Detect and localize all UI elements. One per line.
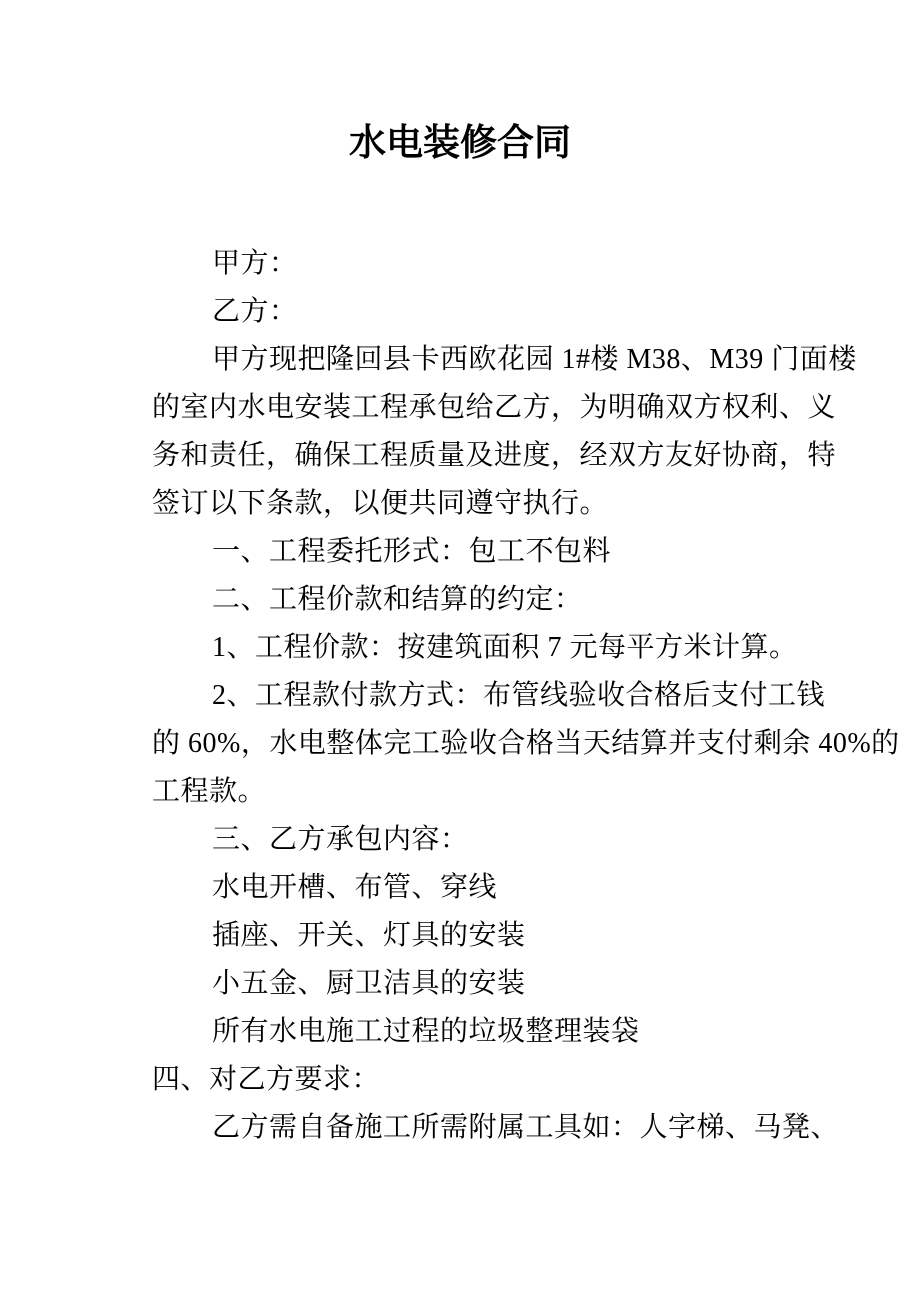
document-body xyxy=(152,240,900,1152)
text-line: 甲方现把隆回县卡西欧花园 1#楼 M38、M39 门面楼 xyxy=(212,344,857,375)
text-line: 的室内水电安装工程承包给乙方，为明确双方权利、义 xyxy=(152,392,837,423)
text-line: 工程款。 xyxy=(152,776,267,807)
text-line: 乙方需自备施工所需附属工具如：人字梯、马凳、 xyxy=(212,1112,840,1143)
text-line: 小五金、厨卫洁具的安装 xyxy=(212,968,526,999)
text-line: 三、乙方承包内容： xyxy=(212,824,469,855)
text-line: 一、工程委托形式：包工不包料 xyxy=(212,536,612,567)
text-line: 签订以下条款，以便共同遵守执行。 xyxy=(152,488,609,519)
document-title: 水电装修合同 xyxy=(349,123,571,164)
text-line: 插座、开关、灯具的安装 xyxy=(212,920,526,951)
text-line: 2、工程款付款方式：布管线验收合格后支付工钱 xyxy=(212,680,826,711)
text-line: 的 60%，水电整体完工验收合格当天结算并支付剩余 40%的 xyxy=(152,728,900,759)
text-line: 二、工程价款和结算的约定： xyxy=(212,584,583,615)
text-line: 务和责任，确保工程质量及进度，经双方友好协商，特 xyxy=(152,440,837,471)
text-line: 甲方： xyxy=(212,248,298,279)
text-line: 乙方： xyxy=(212,296,298,327)
text-line: 水电开槽、布管、穿线 xyxy=(212,872,498,903)
text-line: 1、工程价款：按建筑面积 7 元每平方米计算。 xyxy=(212,632,798,663)
text-line: 四、对乙方要求： xyxy=(152,1064,381,1095)
text-line: 所有水电施工过程的垃圾整理装袋 xyxy=(212,1016,640,1047)
